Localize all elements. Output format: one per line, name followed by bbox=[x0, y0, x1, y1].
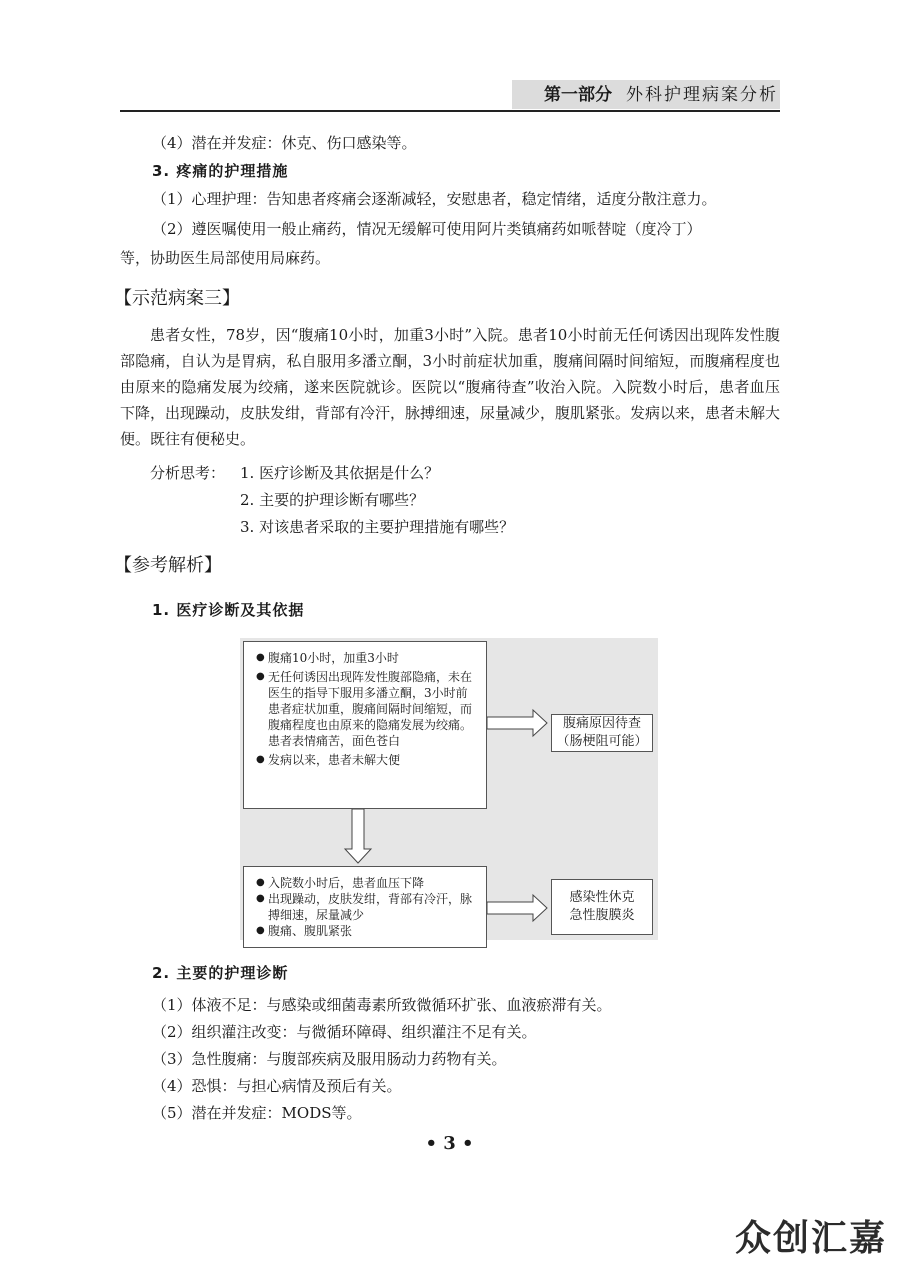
page-number: • 3 • bbox=[425, 1133, 474, 1154]
evidence-item: ● 无任何诱因出现阵发性腹部隐痛，未在医生的指导下服用多潘立酮，3小时前患者症状加重，腹痛间隔时间缩短，而腹痛程度也由原来的隐痛发展为绞痛。患者表情痛苦，面色苍白 bbox=[256, 669, 478, 749]
evidence-box-1 bbox=[243, 641, 487, 809]
question-2: 2. 主要的护理诊断有哪些？ bbox=[240, 491, 425, 509]
nursing-item: （1）体液不足：与感染或细菌毒素所致微循环扩张、血液瘀滞有关。 bbox=[152, 996, 612, 1014]
evidence-item: ● 腹痛、腹肌紧张 bbox=[256, 923, 478, 939]
question-label: 分析思考： bbox=[150, 464, 226, 482]
case-heading: 【示范病案三】 bbox=[114, 288, 240, 309]
evidence-item: ● 出现躁动，皮肤发绀，背部有冷汗，脉搏细速，尿量减少 bbox=[256, 891, 478, 923]
evidence-item: ● 发病以来，患者未解大便 bbox=[256, 752, 478, 768]
evidence-item: ● 入院数小时后，患者血压下降 bbox=[256, 875, 478, 891]
question-1: 1. 医疗诊断及其依据是什么？ bbox=[240, 464, 440, 482]
watermark-logo: 众创汇嘉 bbox=[734, 1218, 887, 1259]
pain-measure-2: （2）遵医嘱使用一般止痛药，情况无缓解可使用阿片类镇痛药如哌替啶（度冷丁） bbox=[152, 220, 702, 238]
question-3: 3. 对该患者采取的主要护理措施有哪些？ bbox=[240, 518, 515, 536]
nursing-item: （4）恐惧：与担心病情及预后有关。 bbox=[152, 1077, 402, 1095]
arrow-right-1 bbox=[487, 708, 549, 738]
section-heading-pain: 3. 疼痛的护理措施 bbox=[152, 162, 289, 180]
nursing-heading: 2. 主要的护理诊断 bbox=[152, 964, 289, 982]
header-title: 外科护理病案分析 bbox=[626, 85, 778, 105]
nursing-item: （5）潜在并发症：MODS等。 bbox=[152, 1104, 362, 1122]
arrow-down bbox=[343, 809, 373, 865]
nursing-item: （3）急性腹痛：与腹部疾病及服用肠动力药物有关。 bbox=[152, 1050, 507, 1068]
pain-measure-1: （1）心理护理：告知患者疼痛会逐渐减轻，安慰患者，稳定情绪，适度分散注意力。 bbox=[152, 190, 717, 208]
header-part: 第一部分 bbox=[544, 85, 612, 105]
diagnosis-heading: 1. 医疗诊断及其依据 bbox=[152, 601, 305, 619]
diagnosis-2-line-2: 急性腹膜炎 bbox=[569, 908, 635, 923]
evidence-box-2 bbox=[243, 866, 487, 948]
diagnosis-1-line-2: （肠梗阻可能） bbox=[556, 734, 648, 749]
nursing-item: （2）组织灌注改变：与微循环障碍、组织灌注不足有关。 bbox=[152, 1023, 537, 1041]
diagnosis-box-2 bbox=[551, 879, 653, 935]
arrow-right-2 bbox=[487, 893, 549, 923]
pain-measure-2-cont: 等，协助医生局部使用局麻药。 bbox=[120, 249, 331, 267]
running-header bbox=[120, 80, 780, 112]
analysis-heading: 【参考解析】 bbox=[114, 555, 222, 576]
diagnosis-box-1 bbox=[551, 714, 653, 752]
case-body: 患者女性，78岁，因“腹痛10小时，加重3小时”入院。患者10小时前无任何诱因出现阵发性腹部隐痛，自认为是胃病，私自服用多潘立酮，3小时前症状加重，腹痛间隔时间缩短，而腹痛程度也由原来的隐痛发展为绞痛，遂来医院就诊。医院以“腹痛待查”收治入院。入院数小时后，患者血压下降，出现躁动，皮肤发绀，背部有冷汗，脉搏细速，尿量减少，腹肌紧张。发病以来，患者未解大便。既往有便秘史。 bbox=[120, 326, 781, 448]
evidence-item: ● 腹痛10小时，加重3小时 bbox=[256, 650, 478, 666]
diagnosis-2-line-1: 感染性休克 bbox=[569, 890, 635, 905]
diagnosis-flowchart bbox=[240, 638, 658, 940]
complication-line: （4）潜在并发症：休克、伤口感染等。 bbox=[152, 134, 417, 152]
diagnosis-1-line-1: 腹痛原因待查 bbox=[562, 716, 641, 731]
